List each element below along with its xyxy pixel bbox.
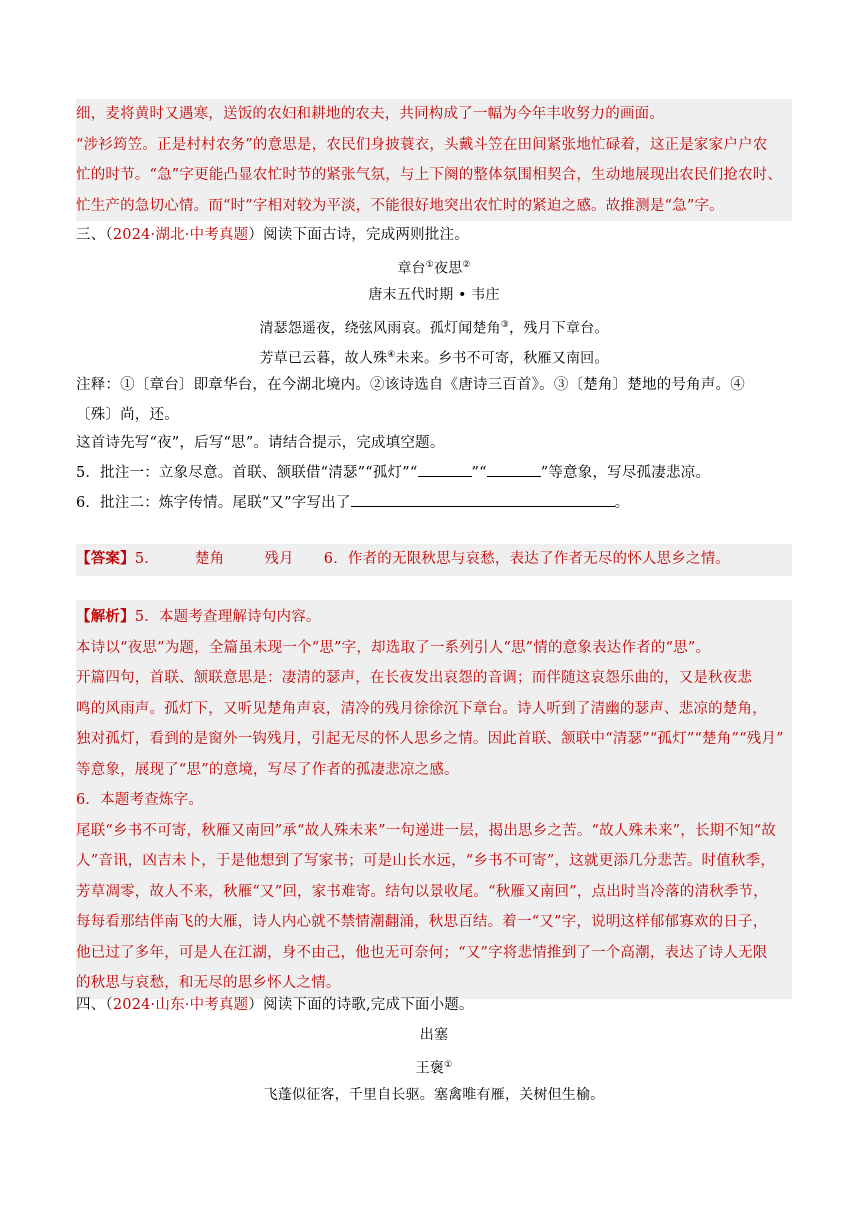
explanation-continued bbox=[76, 99, 792, 221]
question-source: 2024·湖北·中考真题 bbox=[112, 227, 249, 243]
question-6: 6．批注二：炼字传情。尾联“又”字写出了 。 bbox=[76, 488, 792, 519]
question-5: 5．批注一：立象尽意。首联、颔联借“清瑟”“孤灯”“ ”“ ”等意象，写尽孤凄悲凉。 bbox=[76, 458, 792, 489]
explanation-line: “涉衫筠笠。正是村村农务”的意思是，农民们身披蓑衣，头戴斗笠在田间紧张地忙碌着，这正是家家户户农 bbox=[76, 136, 768, 153]
answer-blank[interactable] bbox=[351, 492, 615, 507]
explanation-line: 忙的时节。“急”字更能凸显农忙时节的紧张气氛，与上下阕的整体氛围相契合，生动地展现出农民们抢农时、 bbox=[76, 167, 783, 183]
analysis-block: 【解析】5．本题考查理解诗句内容。 本诗以“夜思”为题，全篇虽未现一个“思”字，却选取了一系列引人“思”情的意象表达作者的“思”。 开篇四句，首联、颔联意思是：凄清的瑟声，在长夜发出哀怨的音调；而伴随这哀怨乐曲的，又是秋夜悲 鸣的风雨声。孤灯下，又听见楚角声哀，清冷的残月徐徐沉下章台。诗人听到了清幽的瑟声、悲凉的楚角， 独对孤灯，看到的是窗外一钩残月，引起无尽的怀人思乡之情。因此首联、颔联中“清瑟”“孤灯”“楚角”“残月” 等意象，展现了“思”的意境，写尽了作者的孤凄悲凉之感。 6．本题考查炼字。 尾联“乡书不可寄，秋雁又南回”承“故人殊未来”一句递进一层，揭出思乡之苦。“故人殊未来”，长期不知“故 人”音讯，凶吉未卜，于是他想到了写家书；可是山长水远，“乡书不可寄”，这就更添几分悲苦。时值秋季， 芳草凋零，故人不来，秋雁“又”回，家书难寄。结句以景收尾。“秋雁又南回”，点出时当冷落的清秋季节， 每每看那结伴南飞的大雁，诗人内心就不禁情潮翻涌，秋思百结。着一“又”字，说明这样郁郁寡欢的日子， 他已过了多年，可是人在江湖，身不由己，他也无可奈何；“又”字将悲情推到了一个高潮，表达了诗人无限 的秋思与哀愁，和无尽的思乡怀人之情。 bbox=[76, 600, 792, 999]
question-3-heading: 三、（2024·湖北·中考真题）阅读下面古诗，完成两则批注。 bbox=[76, 227, 469, 243]
poem-notes: 注释：①〔章台〕即章华台，在今湖北境内。②该诗选自《唐诗三百首》。③〔楚角〕楚地的号角声。④ bbox=[76, 377, 745, 393]
explanation-line: 忙生产的急切心情。而“时”字相对较为平淡，不能很好地突出农忙时的紧迫之感。故推测是“急”字。 bbox=[76, 197, 724, 214]
question-source: 2024·山东·中考真题 bbox=[112, 997, 249, 1013]
answer-block: 【答案】5． 楚角 残月 6．作者的无限秋思与哀愁，表达了作者无尽的怀人思乡之情。 bbox=[76, 544, 792, 576]
answer-6: 作者的无限秋思与哀愁，表达了作者无尽的怀人思乡之情。 bbox=[347, 551, 731, 567]
poem-notes: 〔殊〕尚，还。 bbox=[76, 407, 179, 423]
analysis-tag: 【解析】 bbox=[76, 608, 135, 625]
poem-title: 章台①夜思② bbox=[397, 260, 471, 277]
poem-line: 芳草已云暮，故人殊④未来。乡书不可寄，秋雁又南回。 bbox=[259, 350, 609, 367]
answer-blank[interactable] bbox=[418, 462, 472, 477]
answer-5-2: 残月 bbox=[264, 551, 294, 567]
poem-author: 唐末五代时期 • 韦庄 bbox=[368, 287, 500, 303]
poem-line: 飞蓬似征客，千里自长驱。塞禽唯有雁，关树但生榆。 bbox=[263, 1087, 605, 1103]
answer-blank[interactable] bbox=[487, 462, 541, 477]
poem-title: 出塞 bbox=[419, 1027, 449, 1043]
poem-line: 清瑟怨遥夜，绕弦风雨哀。孤灯闻楚角③，残月下章台。 bbox=[259, 320, 609, 337]
question-4-heading: 四、（2024·山东·中考真题）阅读下面的诗歌,完成下面小题。 bbox=[76, 997, 474, 1013]
explanation-line: 细，麦将黄时又遇寒，送饭的农妇和耕地的农夫，共同构成了一幅为今年丰收努力的画面。 bbox=[76, 106, 664, 122]
question-intro: 这首诗先写“夜”，后写“思”。请结合提示，完成填空题。 bbox=[76, 435, 445, 451]
poem-author: 王褒① bbox=[415, 1060, 453, 1077]
answer-5-1: 楚角 bbox=[194, 551, 225, 567]
answer-tag: 【答案】 bbox=[76, 550, 135, 567]
